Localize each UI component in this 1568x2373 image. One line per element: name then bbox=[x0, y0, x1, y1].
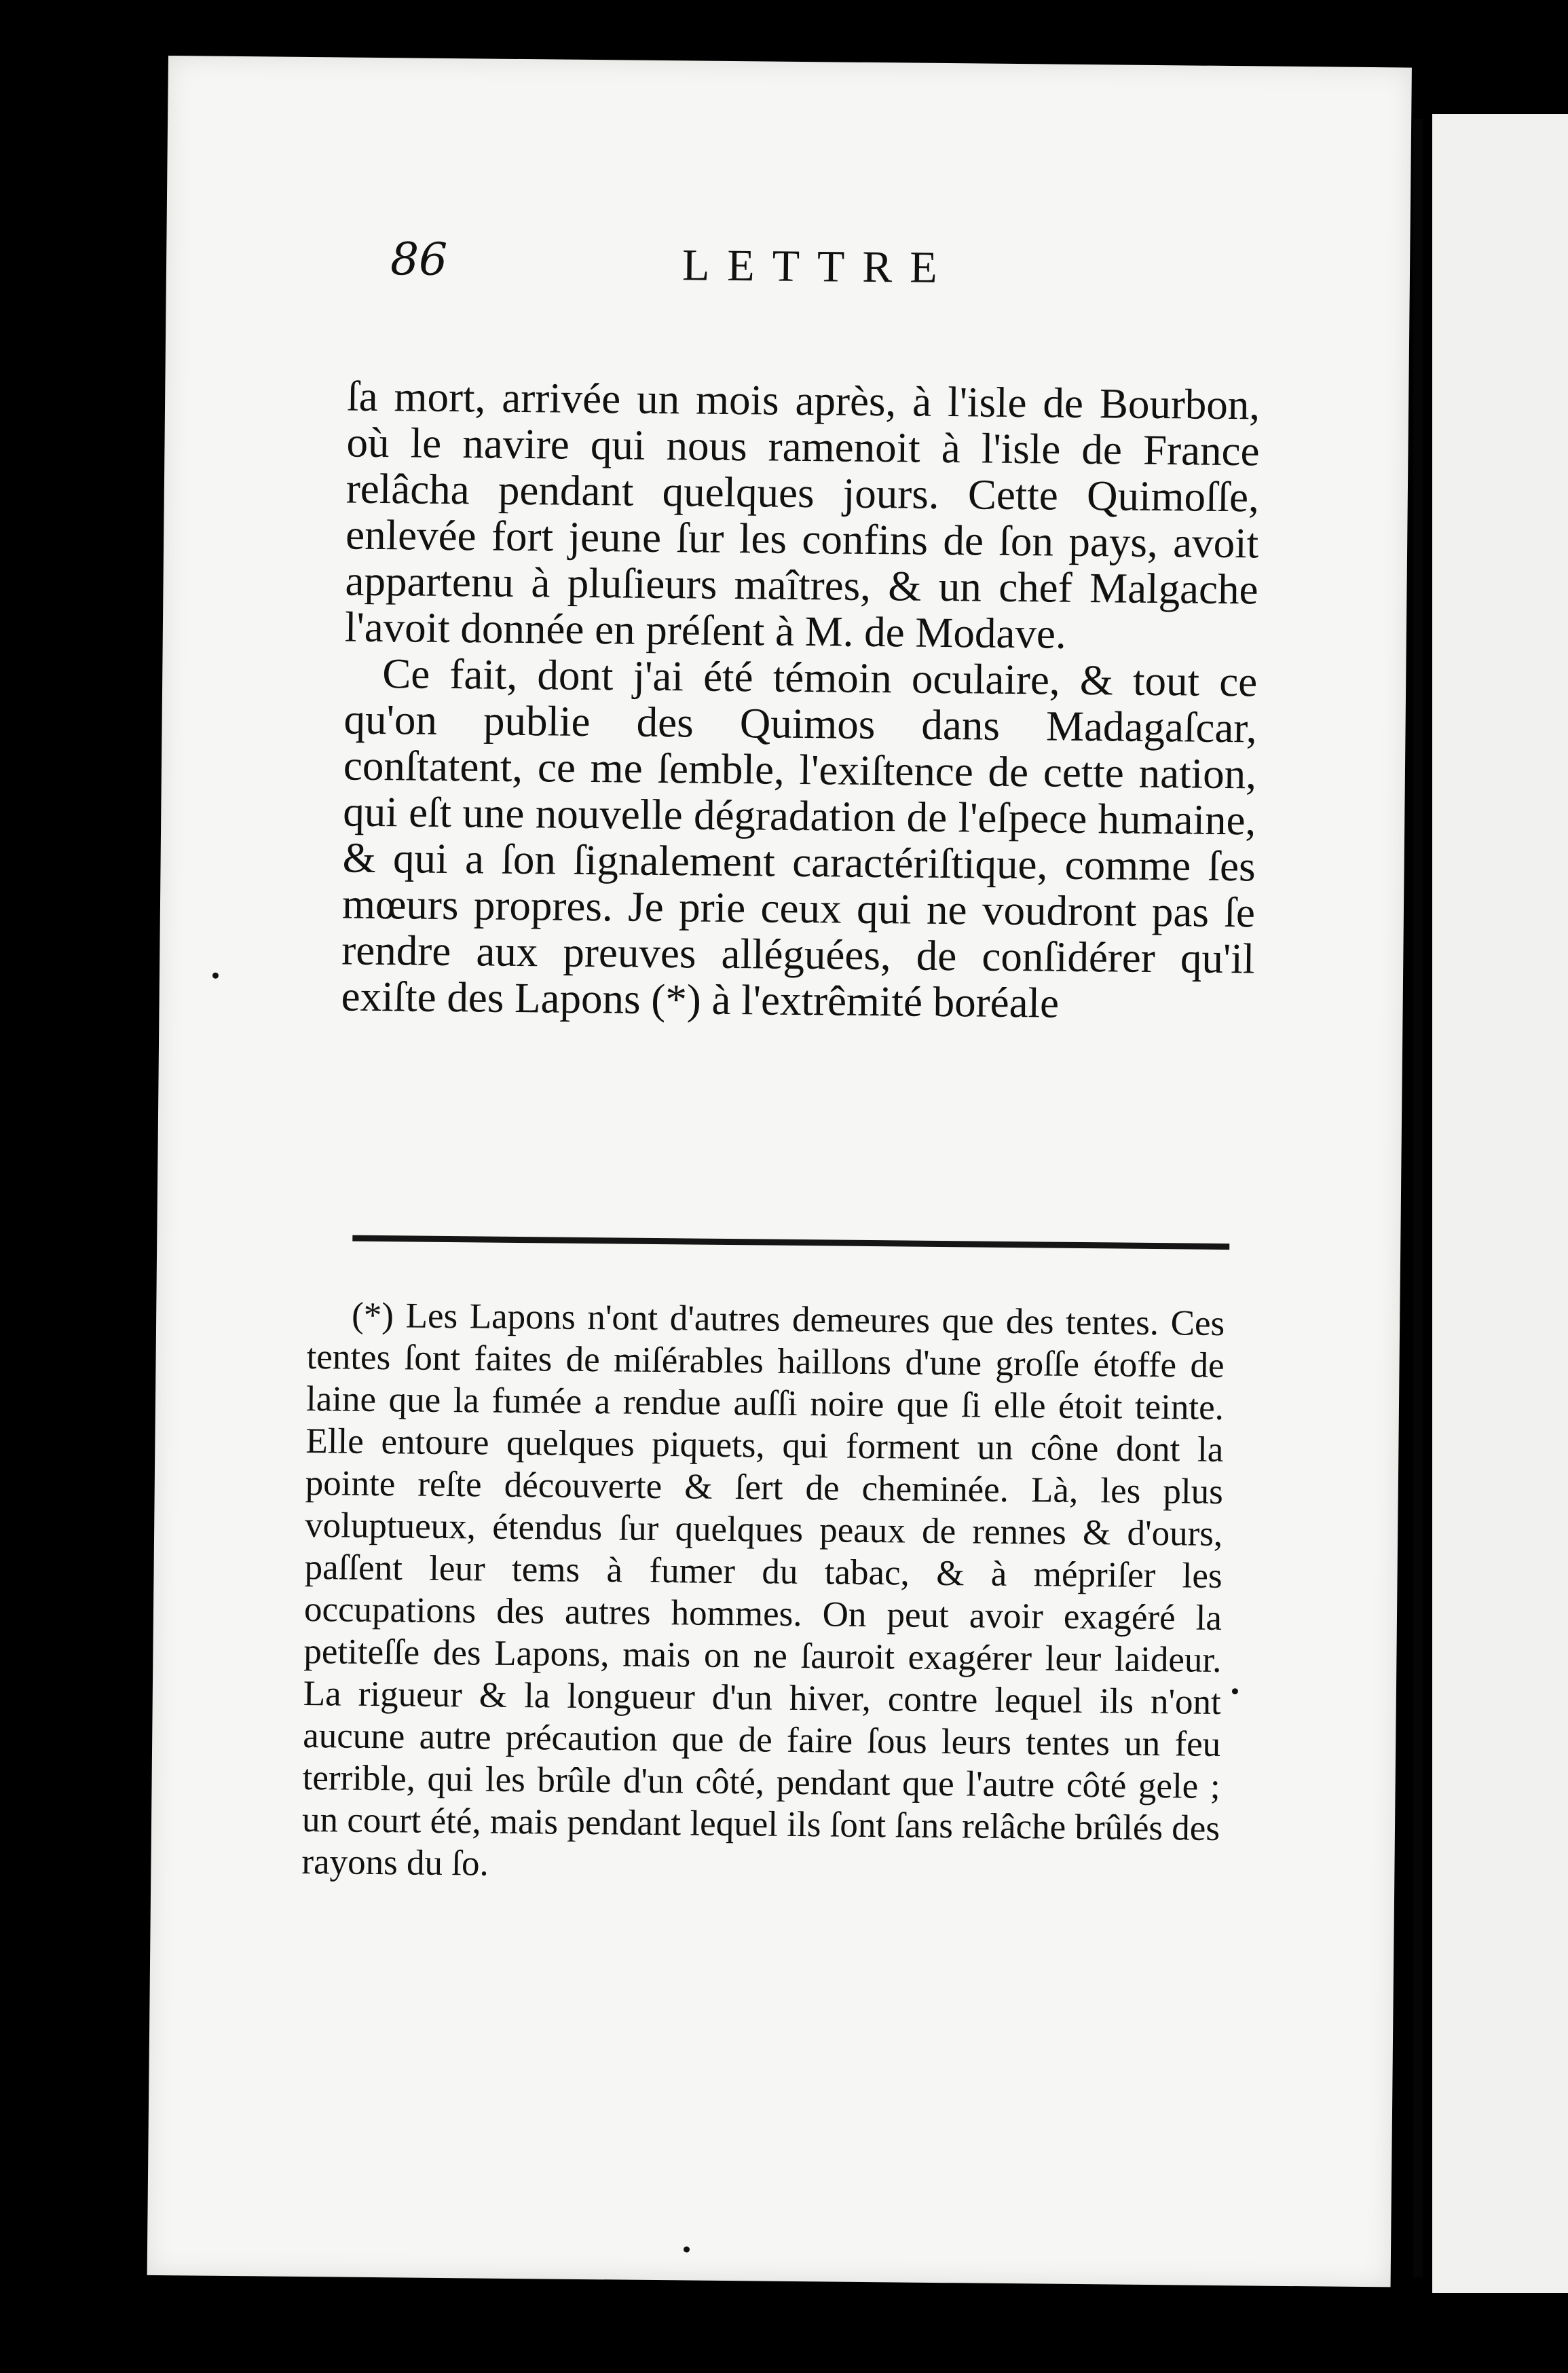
paragraph-2: Ce fait, dont j'ai été témoin oculaire, & tout ce qu'on publie des Quimos dans Madagaſcar, conſtatent, ce me ſemble, l'exiſtence de cette nation, qui eſt une nouvelle dégradation de l'eſpece humaine, & qui a ſon ſignalement caractériſtique, comme ſes mœurs propres. Je prie ceux qui ne voudront pas ſe rendre aux preuves alléguées, de conſidérer qu'il exiſte des Lapons (*) à l'extrêmité boréale bbox=[341, 650, 1258, 1027]
paper-speck bbox=[684, 2246, 690, 2252]
running-head: LETTRE bbox=[682, 240, 956, 293]
paper-speck bbox=[212, 973, 219, 979]
paper-speck bbox=[1232, 1688, 1238, 1694]
adjacent-page-edge bbox=[1432, 114, 1568, 2293]
main-text bbox=[341, 373, 1260, 1028]
gutter-shadow bbox=[1413, 119, 1423, 2277]
book-page bbox=[147, 56, 1412, 2287]
page-number: 86 bbox=[390, 233, 448, 286]
footnote: (*) Les Lapons n'ont d'autres demeures que des tentes. Ces tentes ſont faites de miſérables haillons d'une groſſe étoffe de laine que la fumée a rendue auſſi noire que ſi elle étoit teinte. Elle entoure quelques piquets, qui forment un cône dont la pointe reſte découverte & ſert de cheminée. Là, les plus voluptueux, étendus ſur quelques peaux de rennes & d'ours, paſſent leur tems à fumer du tabac, & à mépriſer les occupations des autres hommes. On peut avoir exagéré la petiteſſe des Lapons, mais on ne ſauroit exagérer leur laideur. La rigueur & la longueur d'un hiver, contre lequel ils n'ont aucune autre précaution que de faire ſous leurs tentes un feu terrible, qui les brûle d'un côté, pendant que l'autre côté gele ; un court été, mais pendant lequel ils ſont ſans relâche brûlés des rayons du ſo. bbox=[301, 1295, 1225, 1884]
footnote-separator-rule bbox=[352, 1235, 1229, 1250]
paragraph-1: ſa mort, arrivée un mois après, à l'isle de Bourbon, où le navire qui nous ramenoit à l'isle de France relâcha pendant quelques jours. Cette Quimoſſe, enlevée fort jeune ſur les confins de ſon pays, avoit appartenu à pluſieurs maîtres, & un chef Malgache l'avoit donnée en préſent à M. de Modave. bbox=[344, 372, 1261, 658]
page-header bbox=[390, 233, 1273, 322]
